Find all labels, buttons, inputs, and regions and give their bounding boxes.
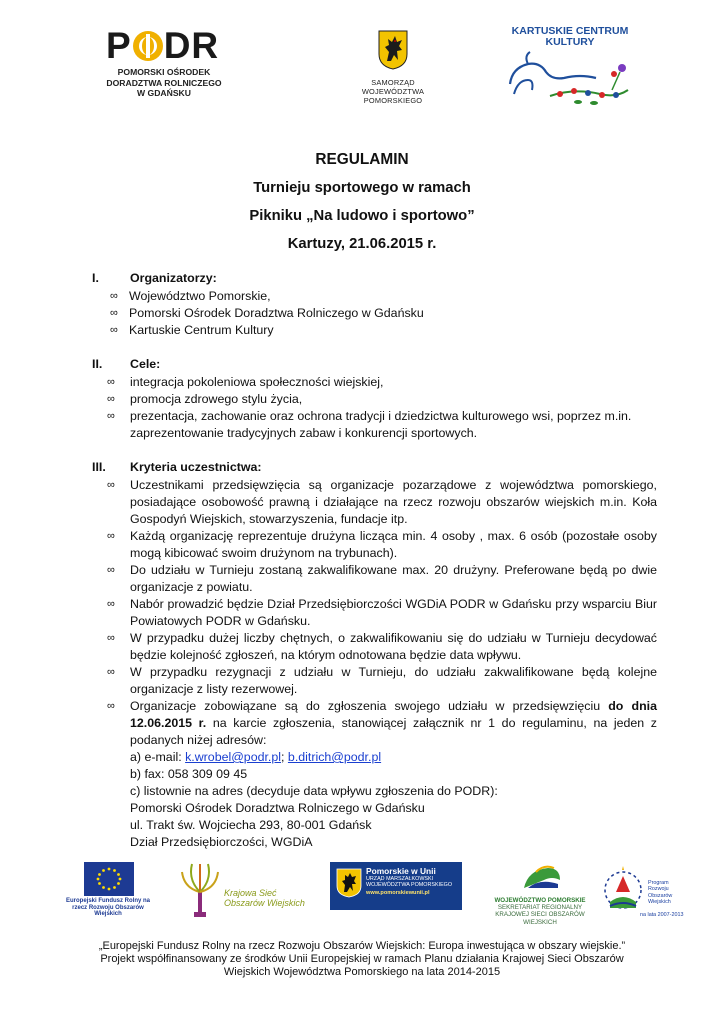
list-item: ∞ Województwo Pomorskie,	[110, 289, 271, 303]
list-item: ∞ Każdą organizację reprezentuje drużyna licząca min. 4 osoby , max. 6 osób (pozostałe osoby mogą kibicować swoim drużynom na trybunach).	[107, 529, 657, 560]
infinity-bullet-icon: ∞	[107, 393, 115, 405]
address-line: ul. Trakt św. Wojciecha 293, 80-001 Gdańsk	[130, 818, 372, 832]
podr-wordmark: P DR	[106, 25, 220, 66]
eu-caption: Europejski Fundusz Rolny na rzecz Rozwoju Obszarów Wiejskich	[65, 898, 150, 918]
infinity-bullet-icon: ∞	[107, 564, 115, 576]
infinity-bullet-icon: ∞	[110, 324, 118, 336]
email-link-kwrobel[interactable]: k.wrobel@podr.pl	[185, 750, 282, 764]
infinity-bullet-icon: ∞	[110, 290, 118, 302]
footer-logos	[60, 862, 688, 928]
list-item: ∞ Nabór prowadzić będzie Dział Przedsiębiorczości WGDiA PODR w Gdańsku przy wsparciu Biur Powiatowych PODR w Gdańsku.	[107, 597, 657, 628]
kck-logo	[504, 26, 636, 110]
samorzad-logo	[334, 30, 452, 106]
landscape-icon	[488, 862, 592, 892]
section-heading	[0, 270, 724, 288]
section-title: Cele:	[130, 357, 161, 371]
section-title: Organizatorzy:	[130, 271, 217, 285]
list-item: ∞ W przypadku rezygnacji z udziału w Turnieju, do udziału zakwalifikowane będą kolejne organizacje z listy rezerwowej.	[107, 665, 657, 696]
griffin-crest-icon	[378, 30, 408, 70]
footer-note: „Europejski Fundusz Rolny na rzecz Rozwoju Obszarów Wiejskich: Europa inwestująca w obszary wiejskie.” Projekt współfinansowany ze środków Unii Europejskiej w ramach Planu działania Krajowej Sieci Obszarów Wiejskich Województwa Pomorskiego na lata 2014-2015	[98, 940, 626, 978]
title-piknik: Pikniku „Na ludowo i sportowo”	[249, 208, 475, 224]
email-line: a) e-mail: k.wrobel@podr.pl; b.ditrich@podr.pl	[130, 750, 382, 764]
wheat-icon	[133, 31, 163, 61]
section-number: II.	[92, 357, 103, 371]
crest-icon	[336, 868, 362, 898]
infinity-bullet-icon: ∞	[107, 666, 115, 678]
title-place-date: Kartuzy, 21.06.2015 r.	[287, 236, 437, 252]
deadline-label: do dnia	[608, 699, 657, 713]
email-link-bditrich[interactable]: b.ditrich@podr.pl	[287, 750, 382, 764]
list-item: ∞ Do udziału w Turnieju zostaną zakwalifikowane max. 20 drużyny. Preferowane będą po dwie organizacje z powiatu.	[107, 563, 657, 594]
deadline-date: 12.06.2015 r.	[130, 716, 207, 730]
submission-item	[130, 698, 657, 851]
post-line: c) listownie na adres (decyduje data wpływu zgłoszenia do PODR):	[130, 784, 498, 798]
podr-logo	[106, 25, 222, 102]
document-body	[0, 270, 724, 851]
kck-title: KARTUSKIE CENTRUM KULTURY	[511, 25, 629, 48]
eu-flag-icon	[84, 862, 134, 896]
title-turniej: Turnieju sportowego w ramach	[253, 180, 471, 196]
section-heading	[0, 459, 724, 477]
title-regulamin: REGULAMIN	[315, 151, 409, 168]
sekretariat-ksow-logo	[488, 862, 592, 926]
section-number: I.	[92, 271, 99, 285]
sekretariat-caption: WOJEWÓDZTWO POMORSKIE SEKRETARIAT REGIONALNY KRAJOWEJ SIECI OBSZARÓW WIEJSKICH	[494, 897, 586, 926]
list-item: ∞ Uczestnikami przedsięwzięcia są organizacje pozarządowe z województwa pomorskiego, posiadające osobowość prawną i działające na rzecz rozwoju obszarów wiejskich m.in. Koła Gospodyń Wiejskich, stowarzyszenia, fundacje itp.	[107, 478, 657, 526]
address-line: Dział Przedsiębiorczości, WGDiA	[130, 835, 313, 849]
section-title: Kryteria uczestnictwa:	[130, 460, 262, 474]
list-item	[0, 698, 724, 851]
infinity-bullet-icon: ∞	[107, 530, 115, 542]
prow-years: na lata 2007-2013	[640, 912, 684, 918]
list-item: ∞ Kartuskie Centrum Kultury	[110, 323, 274, 337]
list-item: ∞ promocja zdrowego stylu życia,	[107, 392, 303, 406]
eu-logo	[60, 862, 156, 918]
infinity-bullet-icon: ∞	[110, 307, 118, 319]
document-title	[0, 146, 724, 258]
infinity-bullet-icon: ∞	[107, 410, 115, 422]
infinity-bullet-icon: ∞	[107, 376, 115, 388]
submission-paragraph: Organizacje zobowiązane są do zgłoszenia swojego udziału w przedsięwzięciu do dnia 12.06.2015 r. na karcie zgłoszenia, stanowiącej załącznik nr 1 do regulaminu, na jeden z podanych niżej adresów:	[130, 699, 658, 747]
prow-stars-icon	[600, 862, 646, 916]
section-heading	[0, 356, 724, 374]
list-item: ∞ Pomorski Ośrodek Doradztwa Rolniczego w Gdańsku	[110, 306, 424, 320]
list-item: ∞ prezentacja, zachowanie oraz ochrona tradycji i dziedzictwa kulturowego wsi, poprzez m.in. zaprezentowanie tradycyjnych zabaw i konkurencji sportowych.	[107, 409, 632, 440]
list-item: ∞ W przypadku dużej liczby chętnych, o zakwalifikowaniu się do udziału w Turnieju decydować będzie kolejność zgłoszeń, na którym odnotowana będzie data wpływu.	[107, 631, 657, 662]
ksow-caption: Krajowa Sieć Obszarów Wiejskich	[224, 888, 305, 908]
podr-name: POMORSKI OŚRODEK DORADZTWA ROLNICZEGO W GDAŃSKU	[106, 67, 222, 98]
section-number: III.	[92, 460, 106, 474]
ksow-tree-icon	[178, 862, 222, 918]
infinity-bullet-icon: ∞	[107, 700, 115, 712]
infinity-bullet-icon: ∞	[107, 598, 115, 610]
fax-line: b) fax: 058 309 09 45	[130, 767, 248, 781]
infinity-bullet-icon: ∞	[107, 479, 115, 491]
address-line: Pomorski Ośrodek Doradztwa Rolniczego w Gdańsku	[130, 801, 425, 815]
infinity-bullet-icon: ∞	[107, 632, 115, 644]
samorzad-caption: SAMORZĄD WOJEWÓDZTWA POMORSKIEGO	[361, 78, 425, 105]
horse-flowers-icon	[504, 50, 636, 110]
list-item: ∞ integracja pokoleniowa społeczności wiejskiej,	[107, 375, 384, 389]
pomorskie-w-unii-logo: Pomorskie w Unii URZĄD MARSZAŁKOWSKI WOJEWÓDZTWA POMORSKIEGO www.pomorskiewunii.pl	[330, 862, 462, 910]
prow-caption: Program Rozwoju Obszarów Wiejskich	[648, 880, 673, 906]
